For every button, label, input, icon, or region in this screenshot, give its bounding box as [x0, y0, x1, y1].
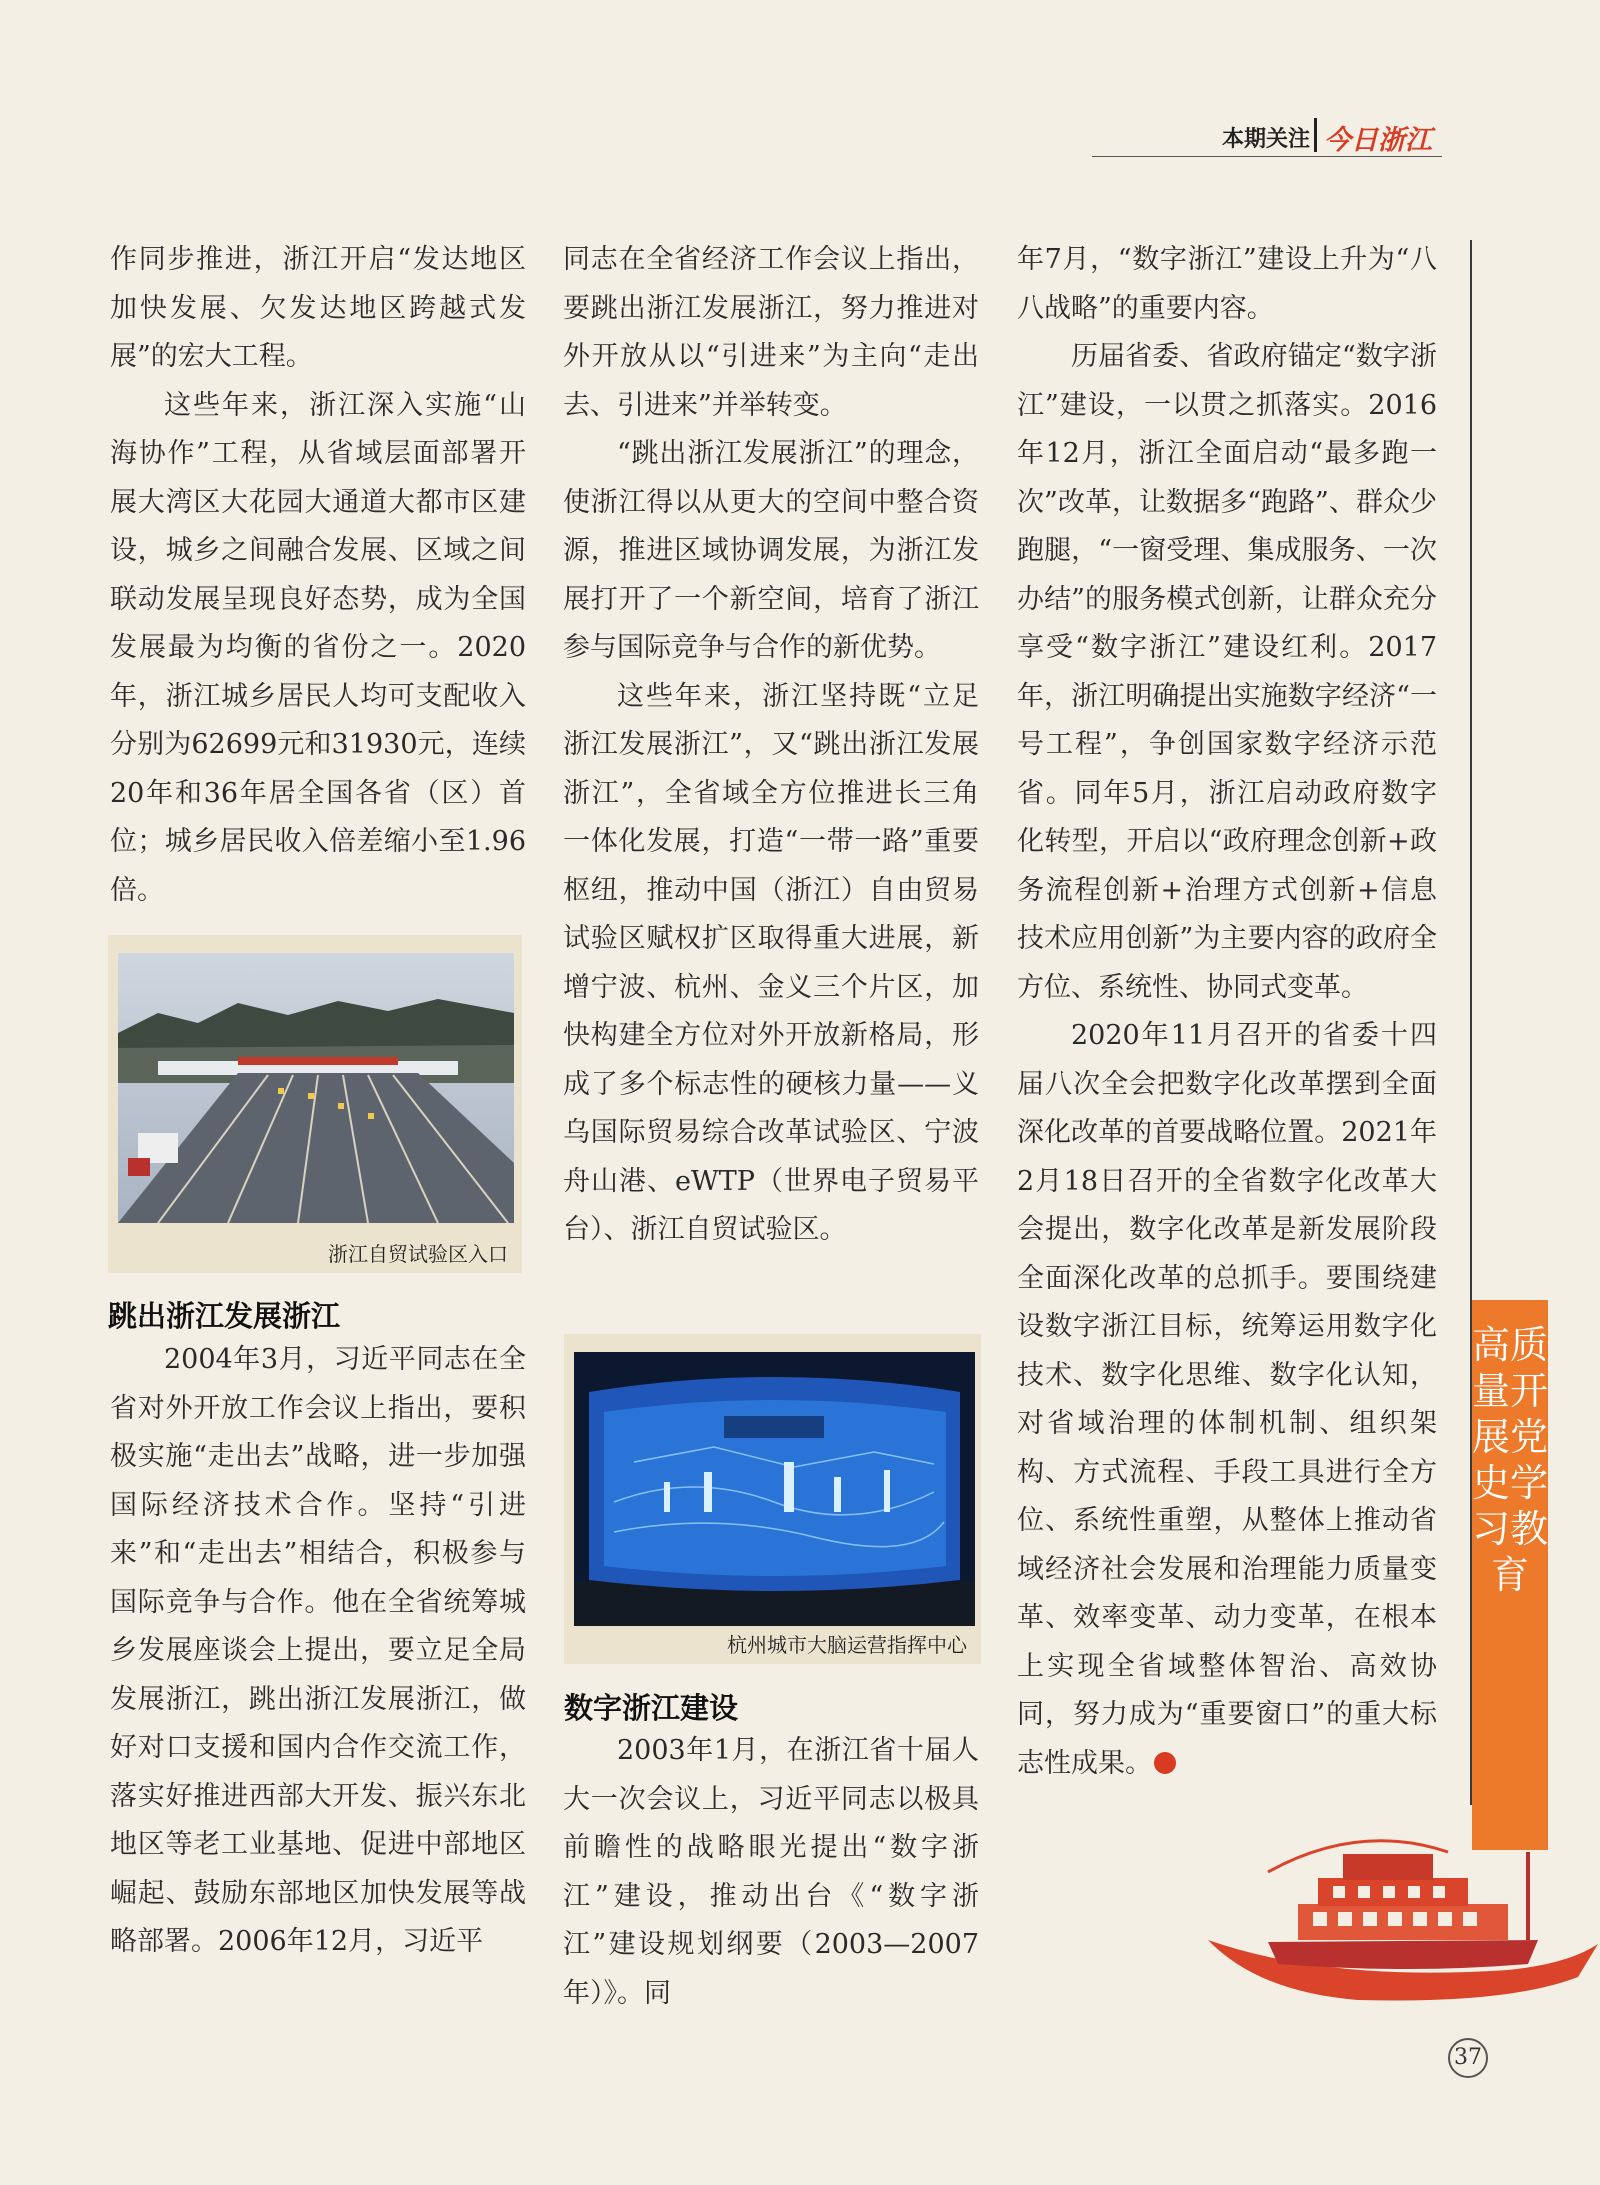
paragraph: 这些年来，浙江深入实施“山海协作”工程，从省域层面部署开展大湾区大花园大通道大都市区建设，城乡之间融合发展、区域之间联动发展呈现良好态势，成为全国发展最为均衡的省份之一。2020年，浙江城乡居民人均可支配收入分别为62699元和31930元，连续20年和36年居全国各省（区）首位；城乡居民收入倍差缩小至1.96倍。	[110, 389, 526, 906]
command-center-image	[574, 1352, 975, 1626]
header-rule	[1092, 156, 1442, 157]
section-heading: 数字浙江建设	[564, 1691, 739, 1725]
section-heading: 跳出浙江发展浙江	[108, 1299, 341, 1333]
paragraph: 作同步推进，浙江开启“发达地区加快发展、欠发达地区跨越式发展”的宏大工程。	[110, 244, 526, 372]
header-divider	[1314, 118, 1317, 152]
toll-plaza-image	[118, 953, 514, 1223]
column-2	[563, 236, 979, 1255]
paragraph: 同志在全省经济工作会议上指出，要跳出浙江发展浙江，努力推进对外开放从以“引进来”为主向“走出去、引进来”并举转变。	[563, 244, 979, 421]
photo-image	[118, 953, 514, 1223]
photo-image	[574, 1352, 975, 1626]
end-mark-icon	[1154, 1752, 1176, 1774]
side-tab-label: 高质量开展党史学习教育	[1472, 1323, 1549, 1597]
paragraph: “跳出浙江发展浙江”的理念，使浙江得以从更大的空间中整合资源，推进区域协调发展，为浙江发展打开了一个新空间，培育了浙江参与国际竞争与合作的新优势。	[563, 438, 979, 663]
paragraph	[1017, 1012, 1437, 1788]
column-1-lower	[110, 1336, 526, 1967]
column-3	[1017, 236, 1437, 1788]
paragraph: 历届省委、省政府锚定“数字浙江”建设，一以贯之抓落实。2016年12月，浙江全面启动“最多跑一次”改革，让数据多“跑路”、群众少跑腿，“一窗受理、集成服务、一次办结”的服务模式创新，让群众充分享受“数字浙江”建设红利。2017年，浙江明确提出实施数字经济“一号工程”，争创国家数字经济示范省。同年5月，浙江启动政府数字化转型，开启以“政府理念创新+政务流程创新+治理方式创新+信息技术应用创新”为主要内容的政府全方位、系统性、协同式变革。	[1017, 341, 1437, 1003]
paragraph: 这些年来，浙江坚持既“立足浙江发展浙江”，又“跳出浙江发展浙江”，全省域全方位推进长三角一体化发展，打造“一带一路”重要枢纽，推动中国（浙江）自由贸易试验区赋权扩区取得重大进展，新增宁波、杭州、金义三个片区，加快构建全方位对外开放新格局，形成了多个标志性的硬核力量——义乌国际贸易综合改革试验区、宁波舟山港、eWTP（世界电子贸易平台）、浙江自贸试验区。	[563, 680, 979, 1245]
header-brand-logo: 今日浙江	[1324, 125, 1432, 156]
column-2-lower	[563, 1727, 979, 2018]
side-tab	[1472, 1300, 1548, 1850]
page-header	[1092, 118, 1442, 160]
column-1	[110, 236, 526, 915]
paragraph: 2004年3月，习近平同志在全省对外开放工作会议上指出，要积极实施“走出去”战略，进一步加强国际经济技术合作。坚持“引进来”和“走出去”相结合，积极参与国际竞争与合作。他在全省统筹城乡发展座谈会上提出，要立足全局发展浙江，跳出浙江发展浙江，做好对口支援和国内合作交流工作，落实好推进西部大开发、振兴东北地区等老工业基地、促进中部地区崛起、鼓励东部地区加快发展等战略部署。2006年12月，习近平	[110, 1344, 526, 1957]
page-number: 37	[1448, 2038, 1488, 2078]
photo-city-brain-center	[564, 1334, 981, 1664]
red-boat-icon	[1208, 1832, 1598, 2012]
header-section-label: 本期关注	[1221, 127, 1310, 152]
photo-free-trade-zone	[108, 935, 522, 1273]
paragraph: 年7月，“数字浙江”建设上升为“八八战略”的重要内容。	[1017, 244, 1437, 324]
paragraph: 2003年1月，在浙江省十届人大一次会议上，习近平同志以极具前瞻性的战略眼光提出“数字浙江”建设，推动出台《“数字浙江”建设规划纲要（2003—2007年）》。同	[563, 1735, 979, 2009]
paragraph-text: 2020年11月召开的省委十四届八次全会把数字化改革摆到全面深化改革的首要战略位置。2021年2月18日召开的全省数字化改革大会提出，数字化改革是新发展阶段全面深化改革的总抓手。要围绕建设数字浙江目标，统筹运用数字化技术、数字化思维、数字化认知，对省域治理的体制机制、组织架构、方式流程、手段工具进行全方位、系统性重塑，从整体上推动省域经济社会发展和治理能力质量变革、效率变革、动力变革，在根本上实现全省域整体智治、高效协同，努力成为“重要窗口”的重大标志性成果。	[1017, 1020, 1437, 1779]
photo-caption: 杭州城市大脑运营指挥中心	[727, 1633, 967, 1657]
photo-caption: 浙江自贸试验区入口	[328, 1242, 508, 1266]
